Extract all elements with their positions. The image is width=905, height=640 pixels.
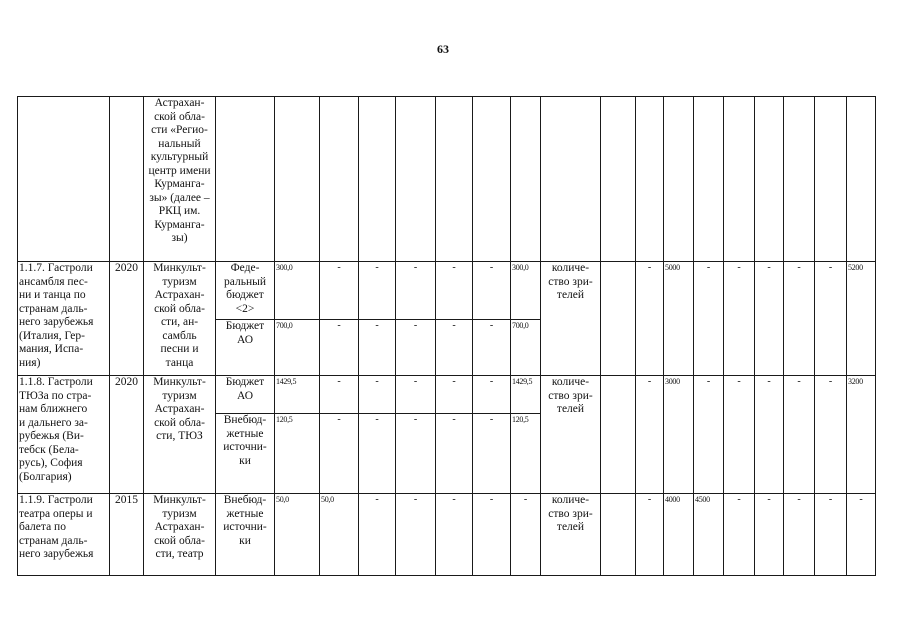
funding-value-cell: - [359,414,396,494]
indicator-value-cell [601,376,636,494]
funding-value-cell: - [359,262,396,320]
funding-value-cell: 1429,5 [511,376,541,414]
funding-value-cell: - [359,320,396,376]
funding-value-cell: 1429,5 [275,376,320,414]
funding-value-cell: - [359,376,396,414]
funding-value-cell: - [396,262,436,320]
funding-value-cell: - [436,414,473,494]
funding-value-cell: 300,0 [275,262,320,320]
indicator-value-cell: - [755,262,784,376]
funding-value-cell: - [473,320,511,376]
table-row [18,494,876,576]
indicator-value-cell [601,262,636,376]
funding-value-cell: - [436,320,473,376]
funding-value-cell: 700,0 [511,320,541,376]
executor-cell: Минкульт- туризм Астрахан- ской обла- сти, театр [144,494,216,576]
indicator-cell: количе- ство зри- телей [541,376,601,494]
funding-value-cell: - [359,494,396,576]
year-cell: 2020 [110,262,144,376]
page-number: 63 [437,42,449,56]
indicator-cell: количе- ство зри- телей [541,262,601,376]
indicator-value-cell [601,494,636,576]
funding-value-cell: - [320,262,359,320]
funding-value-cell: - [511,494,541,576]
program-table [17,96,876,576]
funding-source-cell: Бюджет АО [216,320,275,376]
indicator-cell: количе- ство зри- телей [541,494,601,576]
funding-value-cell: 50,0 [320,494,359,576]
indicator-value-cell: 5200 [847,262,876,376]
indicator-value-cell: - [636,376,664,494]
indicator-value-cell: - [636,494,664,576]
funding-value-cell: - [436,494,473,576]
funding-value-cell: - [436,262,473,320]
indicator-value-cell: - [755,494,784,576]
funding-value-cell: - [320,414,359,494]
funding-value-cell: - [473,494,511,576]
funding-source-cell: Бюджет АО [216,376,275,414]
funding-value-cell: - [396,494,436,576]
indicator-value-cell: - [784,262,815,376]
indicator-value-cell: - [784,494,815,576]
table-row [18,376,876,414]
funding-value-cell: - [396,414,436,494]
table-body [18,97,876,576]
indicator-value-cell: - [724,376,755,494]
indicator-value-cell: - [724,262,755,376]
funding-value-cell: - [320,376,359,414]
activity-cell: 1.1.9. Гастроли театра оперы и балета по странам даль- него зарубежья [18,494,110,576]
executor-cell: Астрахан- ской обла- сти «Регио- нальный культурный центр имени Курманга- зы» (далее – РКЦ им. Курманга- зы) [144,97,216,262]
indicator-value-cell: 5000 [664,262,694,376]
funding-source-cell: Внебюд- жетные источни- ки [216,494,275,576]
indicator-value-cell: 3000 [664,376,694,494]
funding-value-cell: 50,0 [275,494,320,576]
funding-value-cell: - [396,376,436,414]
executor-cell: Минкульт- туризм Астрахан- ской обла- сти, ТЮЗ [144,376,216,494]
indicator-value-cell: - [636,262,664,376]
funding-value-cell: 700,0 [275,320,320,376]
funding-source-cell: Внебюд- жетные источни- ки [216,414,275,494]
funding-value-cell: - [436,376,473,414]
funding-value-cell: 120,5 [511,414,541,494]
year-cell: 2015 [110,494,144,576]
funding-value-cell: - [473,414,511,494]
indicator-value-cell: 4500 [694,494,724,576]
indicator-value-cell: - [694,262,724,376]
funding-value-cell: - [473,376,511,414]
funding-value-cell: - [320,320,359,376]
year-cell: 2020 [110,376,144,494]
funding-value-cell: 120,5 [275,414,320,494]
activity-cell: 1.1.8. Гастроли ТЮЗа по стра- нам ближнего и дальнего за- рубежья (Ви- тебск (Бела- русь), София (Болгария) [18,376,110,494]
funding-value-cell: - [396,320,436,376]
table-row [18,97,876,262]
indicator-value-cell: - [694,376,724,494]
indicator-value-cell: - [755,376,784,494]
funding-source-cell: Феде- ральный бюджет <2> [216,262,275,320]
indicator-value-cell: - [724,494,755,576]
indicator-value-cell: 3200 [847,376,876,494]
funding-value-cell: - [473,262,511,320]
indicator-value-cell: - [784,376,815,494]
funding-value-cell: 300,0 [511,262,541,320]
table-row [18,262,876,320]
indicator-value-cell: - [815,494,847,576]
executor-cell: Минкульт- туризм Астрахан- ской обла- сти, ан- самбль песни и танца [144,262,216,376]
indicator-value-cell: - [815,262,847,376]
indicator-value-cell: - [815,376,847,494]
indicator-value-cell: - [847,494,876,576]
activity-cell: 1.1.7. Гастроли ансамбля пес- ни и танца по странам даль- него зарубежья (Италия, Гер- мания, Испа- ния) [18,262,110,376]
indicator-value-cell: 4000 [664,494,694,576]
